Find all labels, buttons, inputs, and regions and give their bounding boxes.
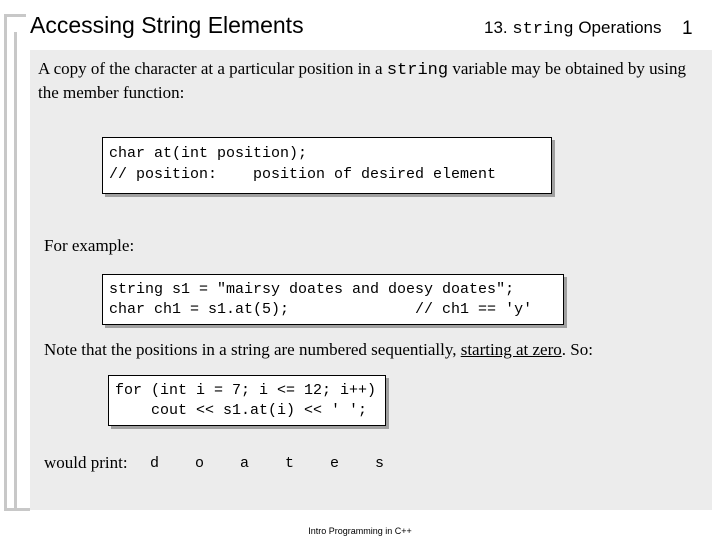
signature-line-1: char at(int position); bbox=[109, 145, 308, 162]
intro-paragraph bbox=[38, 58, 703, 104]
note-text-after: . So: bbox=[561, 340, 593, 359]
section-word: Operations bbox=[578, 18, 662, 37]
frame-top-bar bbox=[4, 14, 26, 17]
loop-code-box bbox=[108, 375, 386, 426]
frame-left-bar-inner bbox=[14, 32, 17, 510]
loop-line-2: cout << s1.at(i) << ' '; bbox=[115, 402, 368, 419]
frame-bottom-bar bbox=[4, 508, 30, 511]
slide-title: Accessing String Elements bbox=[30, 12, 304, 38]
signature-code-box bbox=[102, 137, 552, 194]
slide-number: 1 bbox=[682, 18, 693, 39]
example-label: For example: bbox=[44, 236, 135, 255]
note-paragraph bbox=[44, 340, 593, 360]
intro-text-after: variable may be obtained by using the member function: bbox=[38, 59, 686, 102]
example-line-2: char ch1 = s1.at(5); // ch1 == 'y' bbox=[109, 301, 533, 318]
section-code: string bbox=[512, 20, 574, 39]
example-line-1: string s1 = "mairsy doates and doesy doates"; bbox=[109, 281, 515, 298]
signature-line-2: // position: position of desired element bbox=[109, 166, 497, 183]
note-underlined: starting at zero bbox=[460, 340, 562, 359]
section-header bbox=[484, 18, 662, 39]
intro-text-before: A copy of the character at a particular position in a bbox=[38, 59, 383, 78]
output-chars: d o a t e s bbox=[150, 455, 385, 472]
note-text-before: Note that the positions in a string are numbered sequentially, bbox=[44, 340, 457, 359]
frame-left-bar bbox=[4, 14, 7, 510]
output-label: would print: bbox=[44, 453, 128, 472]
intro-code: string bbox=[386, 61, 449, 80]
footer-text: Intro Programming in C++ bbox=[308, 526, 412, 536]
section-number: 13. bbox=[484, 18, 508, 37]
loop-line-1: for (int i = 7; i <= 12; i++) bbox=[115, 382, 377, 399]
example-code-box bbox=[102, 274, 564, 325]
